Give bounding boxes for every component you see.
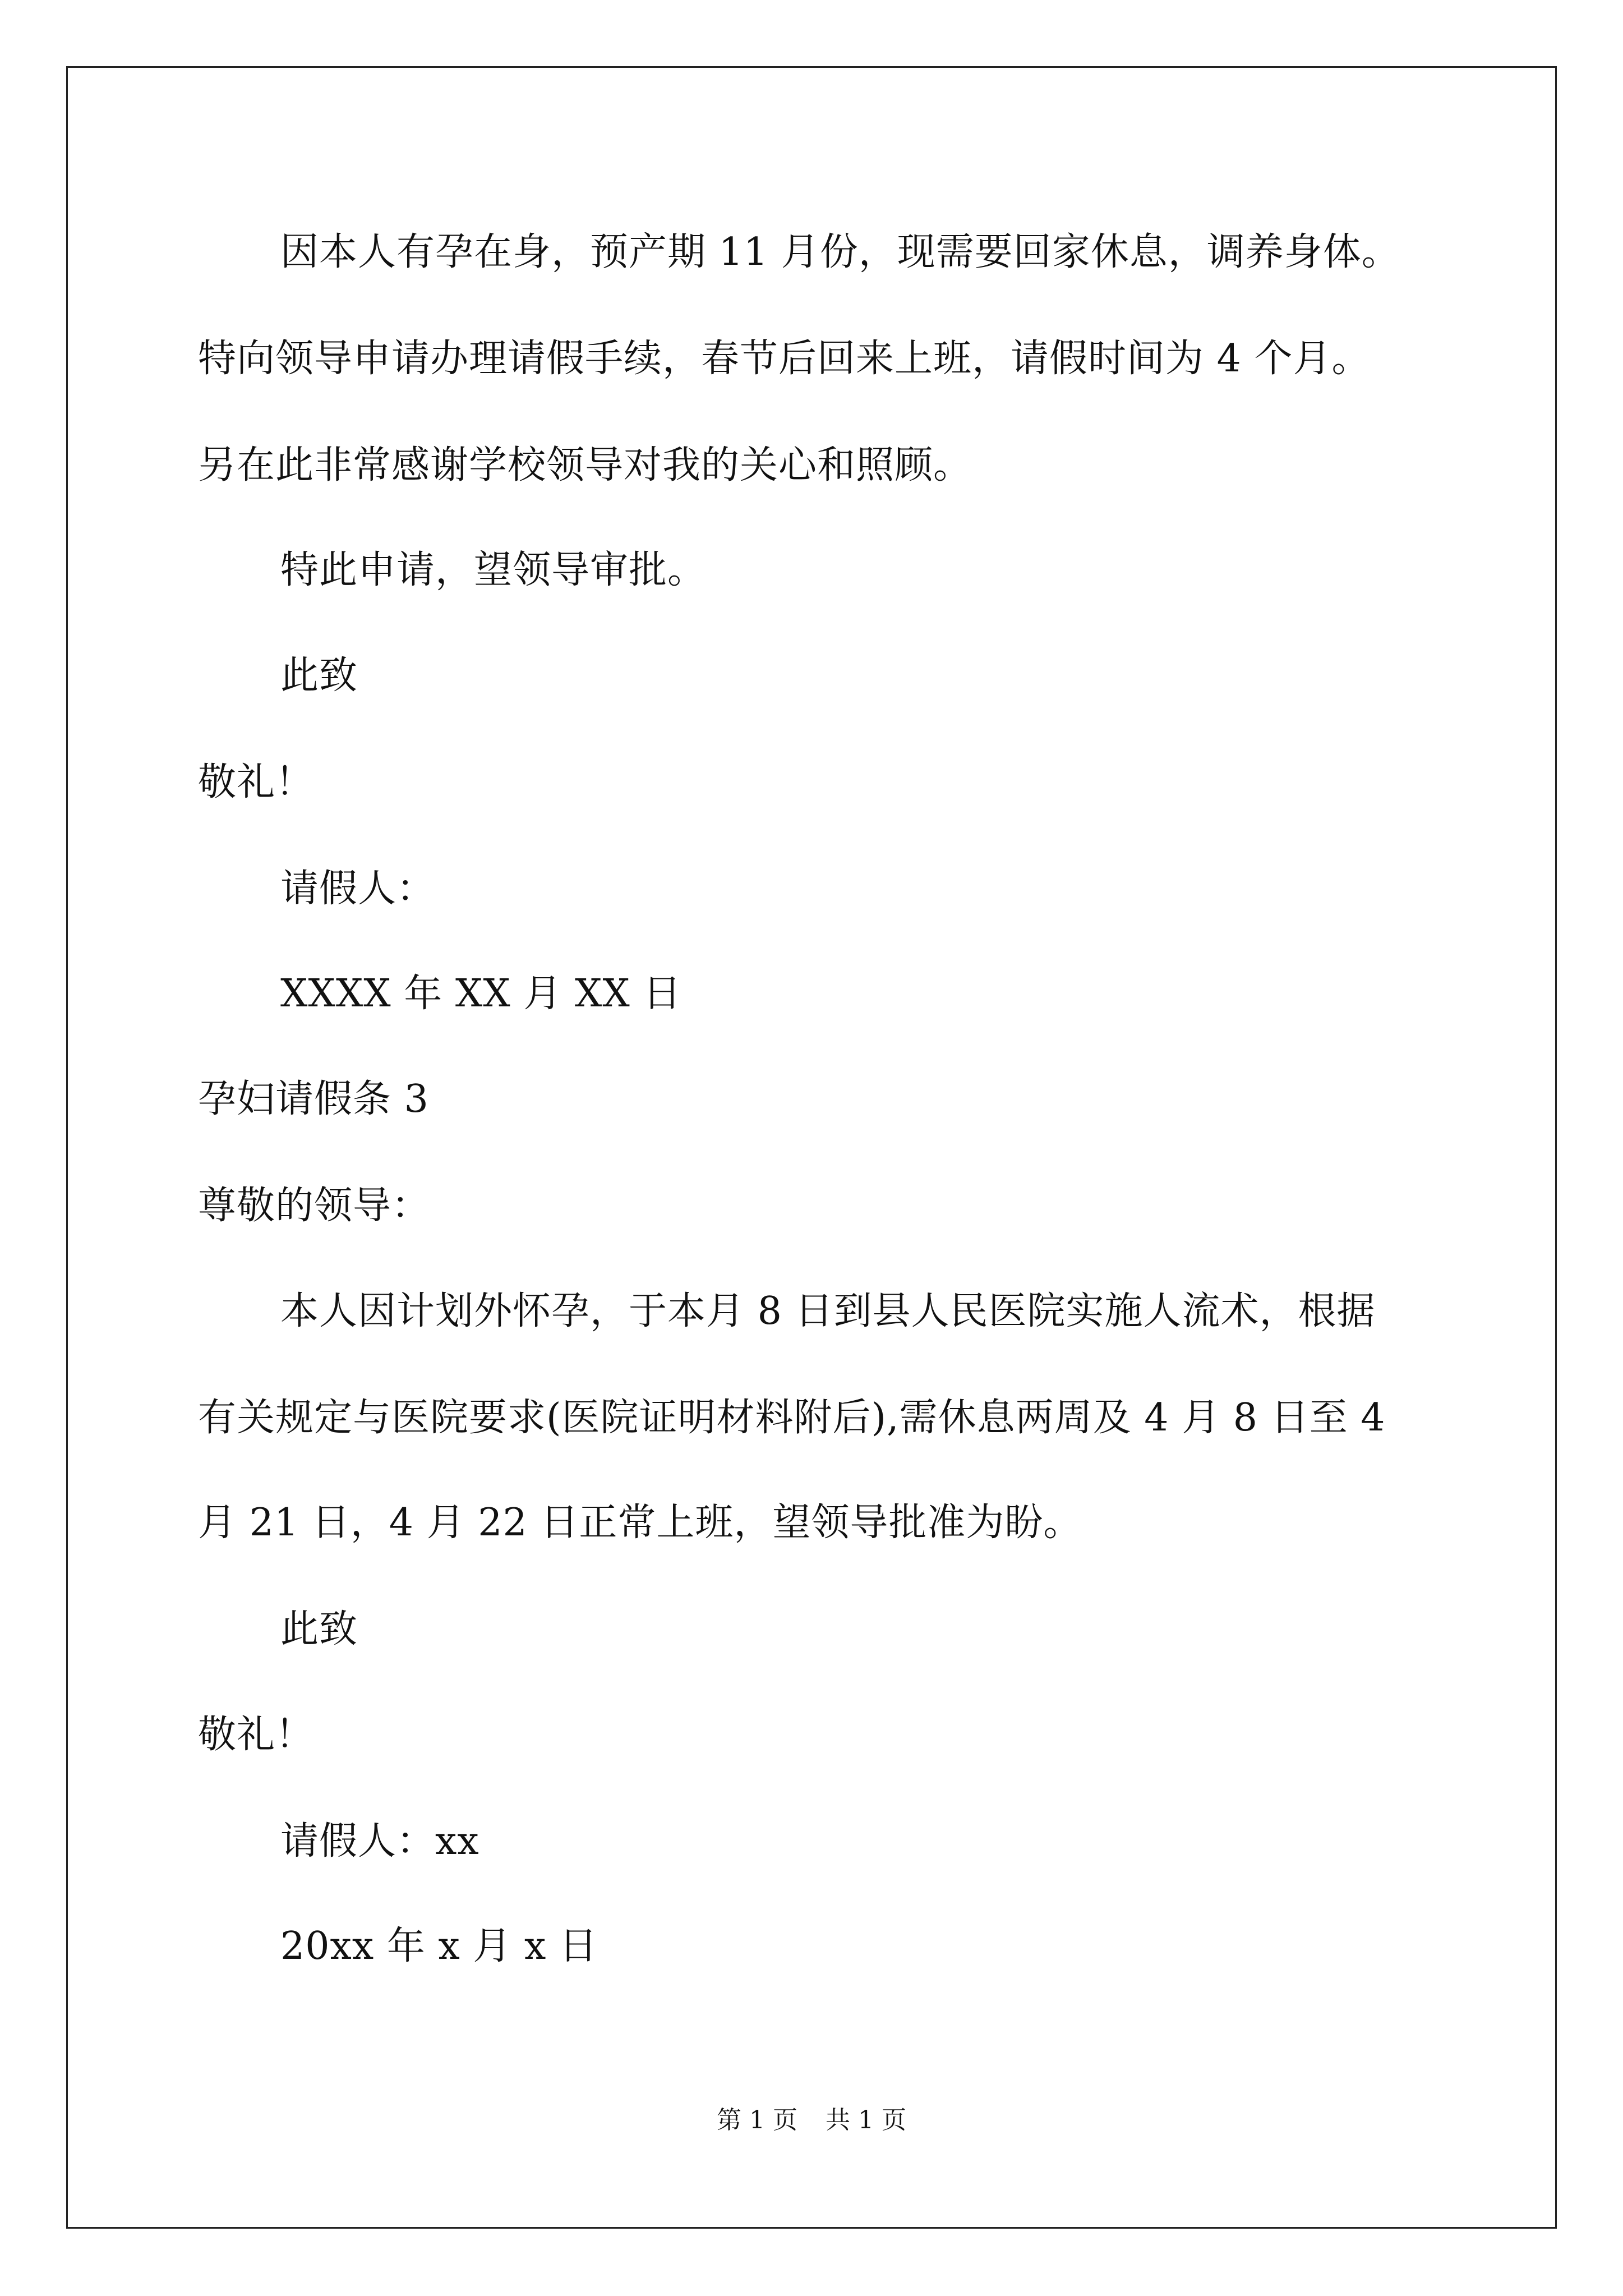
- letter2-body-line3: 月 21 日，4 月 22 日正常上班，望领导批准为盼。: [198, 1501, 1082, 1545]
- letter2-closing: 此致: [280, 1607, 358, 1651]
- page-total: 共 1 页: [826, 2106, 906, 2134]
- letter1-para1-line3: 另在此非常感谢学校领导对我的关心和照顾。: [198, 443, 972, 487]
- letter2-greeting: 尊敬的领导：: [198, 1184, 431, 1228]
- letter2-applicant: 请假人：xx: [280, 1819, 479, 1864]
- letter1-closing: 此致: [280, 654, 358, 698]
- page-border: [66, 66, 1557, 2229]
- letter1-salute: 敬礼！: [198, 760, 315, 804]
- letter2-body-line1: 本人因计划外怀孕，于本月 8 日到县人民医院实施人流术，根据: [280, 1289, 1376, 1333]
- letter2-title: 孕妇请假条 3: [198, 1077, 429, 1121]
- letter1-request: 特此申请，望领导审批。: [280, 548, 707, 592]
- page-number: 第 1 页: [717, 2106, 797, 2134]
- letter2-body-line2: 有关规定与医院要求(医院证明材料附后),需休息两周及 4 月 8 日至 4: [198, 1396, 1386, 1440]
- letter2-salute: 敬礼！: [198, 1713, 315, 1757]
- letter1-para1-line1: 因本人有孕在身，预产期 11 月份，现需要回家休息，调养身体。: [280, 230, 1400, 274]
- letter1-para1-line2: 特向领导申请办理请假手续，春节后回来上班，请假时间为 4 个月。: [198, 337, 1371, 381]
- page-footer: [0, 2105, 1623, 2136]
- letter2-date: 20xx 年 x 月 x 日: [280, 1924, 598, 1968]
- letter1-date: XXXX 年 XX 月 XX 日: [280, 972, 682, 1016]
- letter1-applicant: 请假人：: [280, 867, 436, 911]
